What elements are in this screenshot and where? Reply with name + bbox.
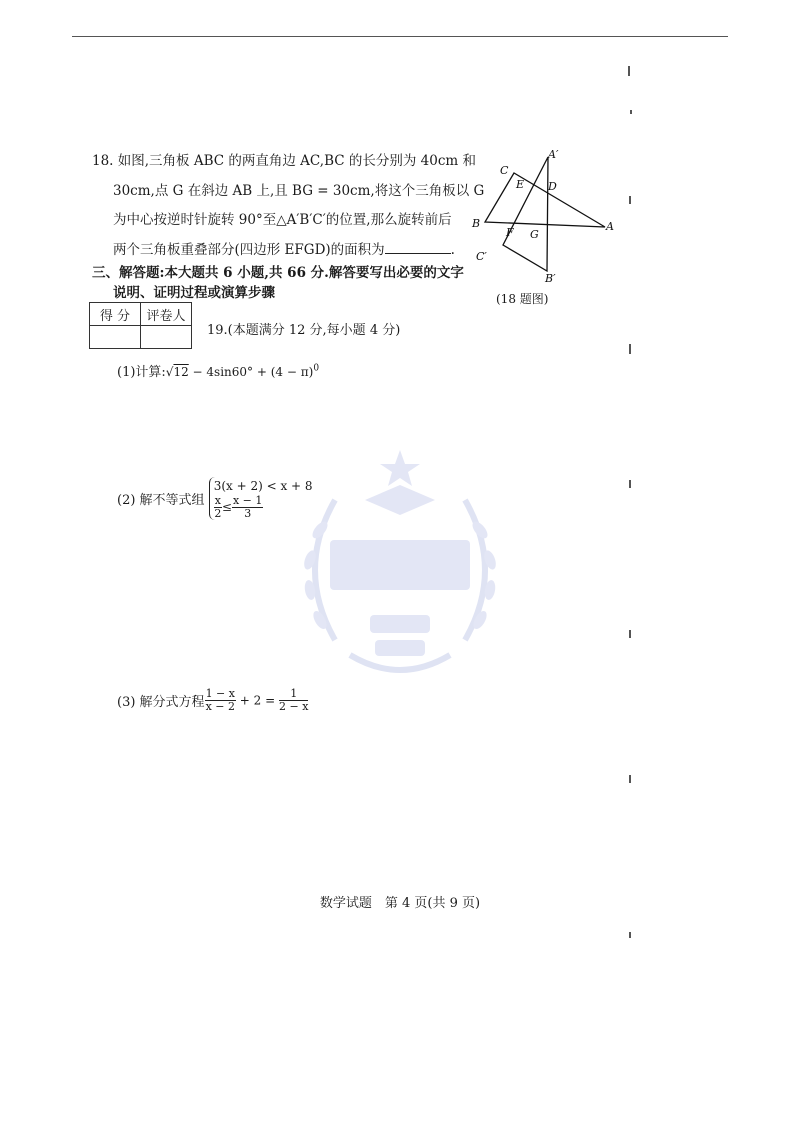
score-cell[interactable] (90, 326, 141, 349)
numerator: 1 (279, 688, 308, 701)
scan-mark (629, 775, 631, 783)
section-3-line-1: 三、解答题:本大题共 6 小题,共 66 分.解答要写出必要的文字 (92, 265, 464, 281)
label-g: G (530, 228, 539, 241)
numerator: x (214, 494, 221, 507)
part-2-label: (2) 解不等式组 (117, 493, 205, 508)
scan-mark (629, 630, 631, 638)
numerator: x − 1 (232, 494, 263, 507)
grader-cell[interactable] (141, 326, 192, 349)
page-footer: 数学试题 第 4 页(共 9 页) (319, 896, 481, 911)
part-3 (117, 688, 308, 713)
label-d: D (548, 180, 557, 193)
score-table (89, 302, 192, 349)
fraction-right (279, 688, 308, 713)
label-f: F (506, 226, 514, 239)
part-1 (117, 361, 319, 380)
triangle-abc (485, 173, 605, 227)
denominator: 2 − x (279, 700, 309, 713)
section-3-line-2: 说明、证明过程或演算步骤 (113, 285, 275, 301)
fraction-left (205, 688, 236, 713)
equation-middle: + 2 = (235, 693, 279, 708)
question-19-header: 19.(本题满分 12 分,每小题 4 分) (207, 323, 401, 338)
fraction-x-minus-1-over-3 (232, 495, 263, 520)
denominator: 3 (244, 507, 252, 520)
denominator: x − 2 (205, 700, 235, 713)
inequality-1: 3(x + 2) < x + 8 (213, 479, 313, 493)
label-a: A (606, 220, 614, 233)
label-c: C (500, 164, 509, 177)
q18-line-4 (92, 236, 462, 266)
label-c-prime: C′ (476, 250, 487, 263)
score-header: 得 分 (90, 303, 141, 326)
q18-line-4-text: 两个三角板重叠部分(四边形 EFGD)的面积为 (113, 241, 385, 258)
radicand: 12 (173, 365, 189, 379)
scan-mark (630, 110, 632, 114)
label-a-prime: A′ (548, 150, 559, 161)
q18-line-2: 30cm,点 G 在斜边 AB 上,且 BG = 30cm,将这个三角板以 G (113, 182, 485, 199)
section-3-heading (92, 263, 472, 303)
grader-header: 评卷人 (141, 303, 192, 326)
sqrt-expression: √12 (165, 365, 189, 379)
part-1-exponent: 0 (313, 363, 320, 374)
part-1-expression: − 4sin60° + (4 − π) (188, 365, 314, 379)
scan-mark (629, 932, 631, 938)
scan-mark (629, 344, 631, 354)
label-b-prime: B′ (545, 272, 556, 285)
inequality-2 (214, 495, 313, 520)
part-2 (117, 477, 313, 520)
question-18 (92, 147, 485, 265)
top-rule (72, 36, 728, 37)
scan-mark (628, 66, 630, 76)
label-e: E (516, 178, 525, 191)
denominator: 2 (214, 507, 222, 520)
part-1-label: (1)计算: (117, 365, 166, 380)
scan-mark (629, 480, 631, 488)
figure-18 (466, 150, 626, 286)
label-b: B (472, 217, 481, 230)
numerator: 1 − x (205, 687, 235, 700)
scan-mark (629, 196, 631, 204)
inequality-system (209, 477, 313, 520)
leq-sign: ≤ (221, 500, 232, 514)
q18-line-4-end: . (450, 241, 455, 258)
q18-line-3: 为中心按逆时针旋转 90°至△A′B′C′的位置,那么旋转前后 (113, 212, 452, 228)
q18-line-1: 18. 如图,三角板 ABC 的两直角边 AC,BC 的长分别为 40cm 和 (92, 153, 476, 169)
answer-blank[interactable] (385, 239, 451, 254)
figure-caption: (18 题图) (496, 292, 549, 306)
triangle-a1b1c1 (503, 157, 548, 271)
part-3-label: (3) 解分式方程 (117, 695, 205, 710)
fraction-x-over-2 (214, 495, 222, 520)
